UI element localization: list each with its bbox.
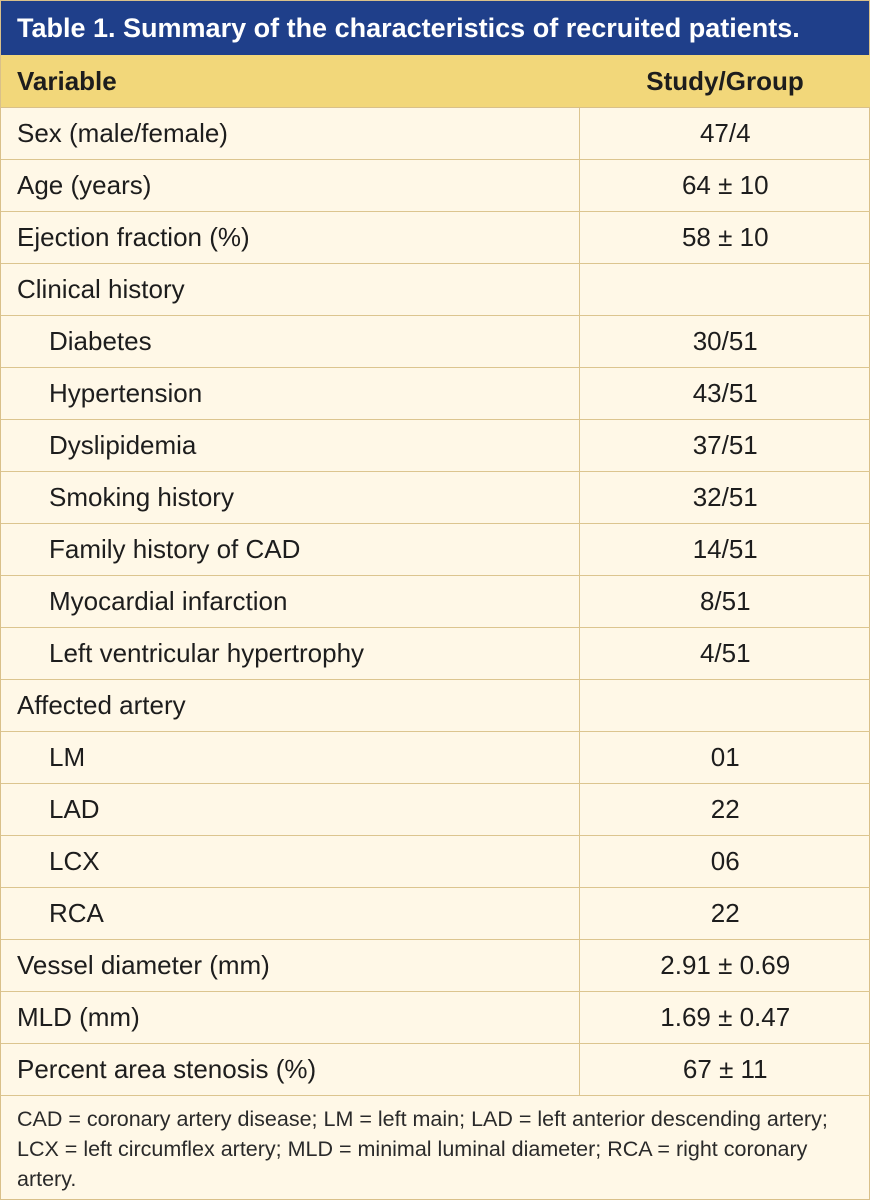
table-row — [1, 368, 870, 420]
table-row — [1, 160, 870, 212]
table-row — [1, 784, 870, 836]
table-footnote: CAD = coronary artery disease; LM = left main; LAD = left anterior descending artery; LCX = left circumflex artery; MLD = minimal luminal diameter; RCA = right coronary artery. — [17, 1107, 828, 1191]
table-row — [1, 732, 870, 784]
row-value: 4/51 — [579, 628, 870, 680]
table-row — [1, 940, 870, 992]
table-row — [1, 888, 870, 940]
row-value: 30/51 — [579, 316, 870, 368]
row-label: Ejection fraction (%) — [1, 212, 579, 264]
row-label: Diabetes — [1, 316, 579, 368]
row-value: 32/51 — [579, 472, 870, 524]
header-study-group: Study/Group — [579, 55, 870, 108]
section-label: Clinical history — [1, 264, 579, 316]
row-label: Myocardial infarction — [1, 576, 579, 628]
table-row — [1, 316, 870, 368]
row-label: Hypertension — [1, 368, 579, 420]
row-label: Sex (male/female) — [1, 108, 579, 160]
row-value: 43/51 — [579, 368, 870, 420]
row-value: 64 ± 10 — [579, 160, 870, 212]
row-value: 22 — [579, 784, 870, 836]
row-label: Left ventricular hypertrophy — [1, 628, 579, 680]
table-row — [1, 576, 870, 628]
table-row — [1, 212, 870, 264]
row-value: 01 — [579, 732, 870, 784]
row-label: Age (years) — [1, 160, 579, 212]
row-value: 1.69 ± 0.47 — [579, 992, 870, 1044]
table-row — [1, 524, 870, 576]
table-row — [1, 628, 870, 680]
header-variable: Variable — [1, 55, 579, 108]
row-label: LAD — [1, 784, 579, 836]
row-label: Family history of CAD — [1, 524, 579, 576]
row-label: MLD (mm) — [1, 992, 579, 1044]
row-value: 58 ± 10 — [579, 212, 870, 264]
row-label: LM — [1, 732, 579, 784]
row-value — [579, 264, 870, 316]
row-label: LCX — [1, 836, 579, 888]
row-value: 47/4 — [579, 108, 870, 160]
row-label: Percent area stenosis (%) — [1, 1044, 579, 1096]
row-value: 37/51 — [579, 420, 870, 472]
row-label: RCA — [1, 888, 579, 940]
row-value: 06 — [579, 836, 870, 888]
row-value: 67 ± 11 — [579, 1044, 870, 1096]
row-value: 14/51 — [579, 524, 870, 576]
table-row — [1, 420, 870, 472]
row-value — [579, 680, 870, 732]
row-value: 22 — [579, 888, 870, 940]
section-label: Affected artery — [1, 680, 579, 732]
row-label: Dyslipidemia — [1, 420, 579, 472]
table-title: Table 1. Summary of the characteristics of recruited patients. — [1, 1, 869, 55]
table-section-row — [1, 264, 870, 316]
table-row — [1, 108, 870, 160]
row-value: 2.91 ± 0.69 — [579, 940, 870, 992]
table-row — [1, 836, 870, 888]
characteristics-table — [1, 55, 870, 1096]
row-label: Smoking history — [1, 472, 579, 524]
table-section-row — [1, 680, 870, 732]
table-row — [1, 472, 870, 524]
row-value: 8/51 — [579, 576, 870, 628]
table-row — [1, 992, 870, 1044]
row-label: Vessel diameter (mm) — [1, 940, 579, 992]
table-header-row — [1, 55, 870, 108]
table-row — [1, 1044, 870, 1096]
